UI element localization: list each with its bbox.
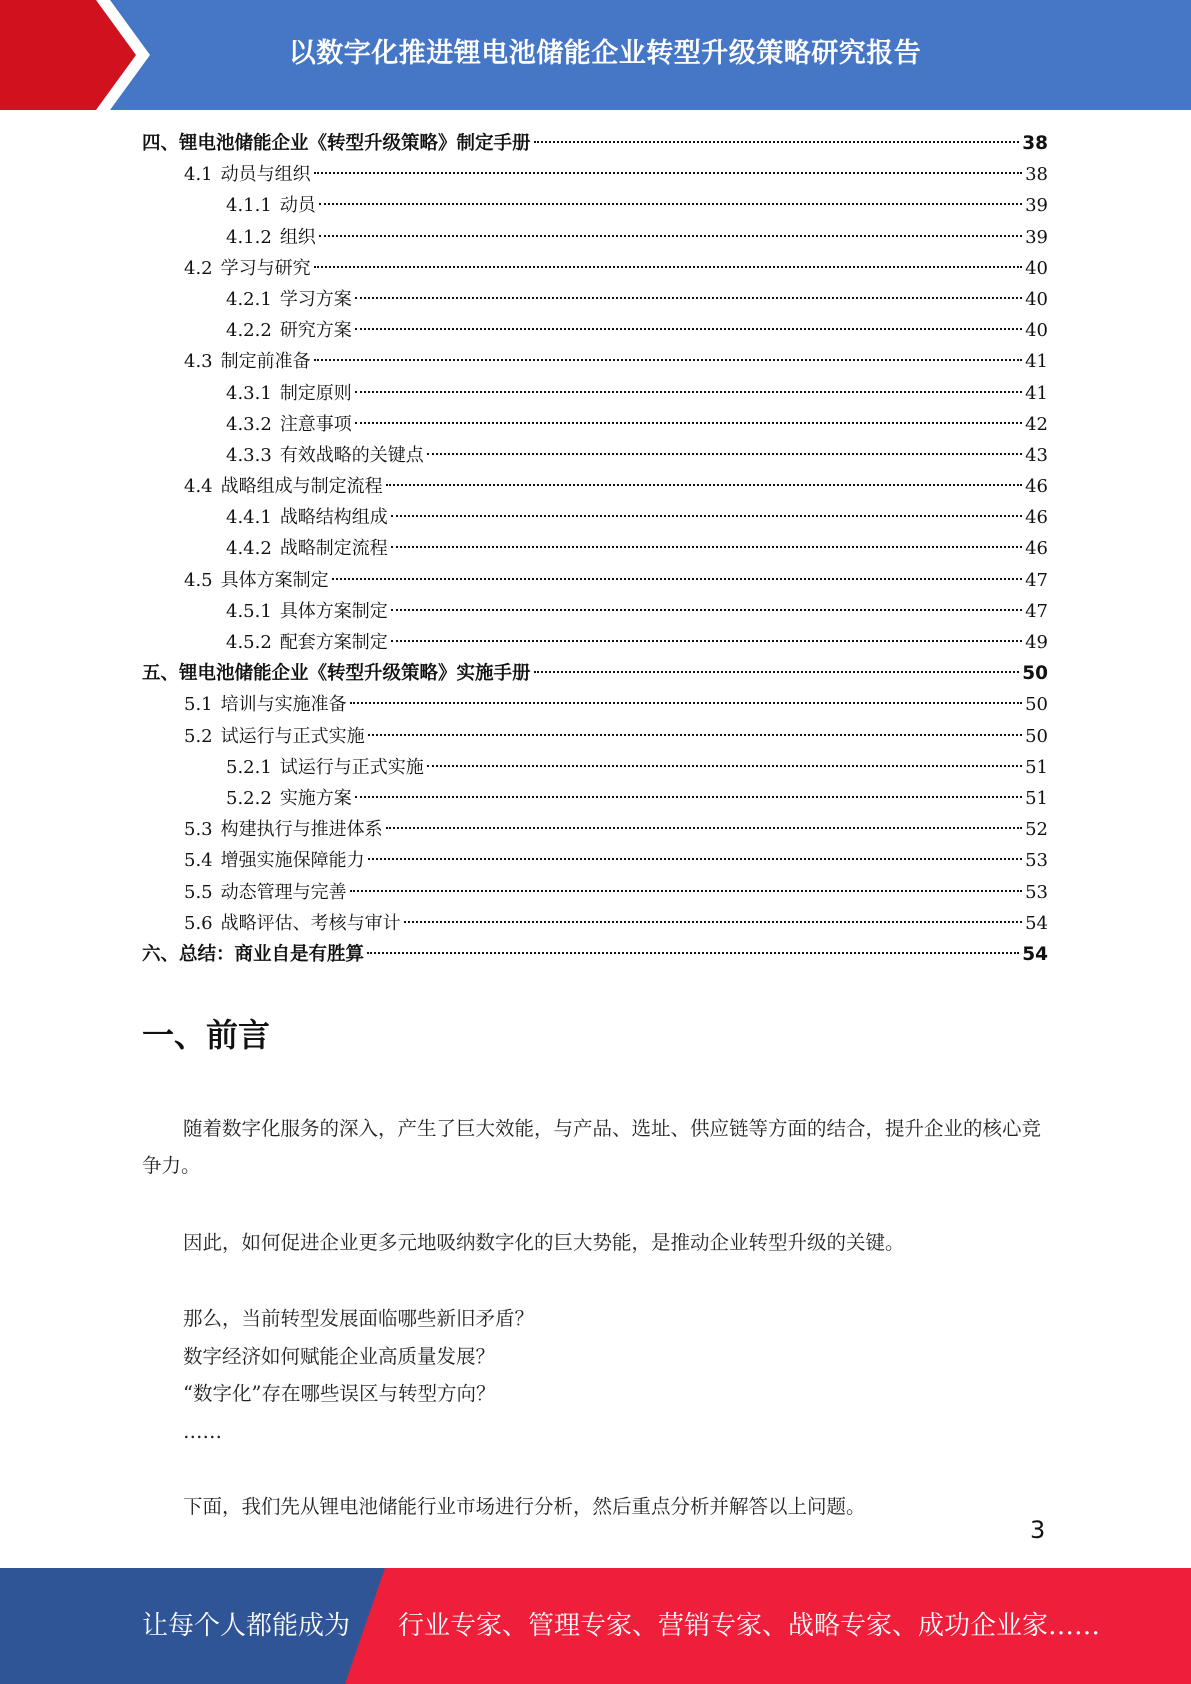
toc-dot-leader: [391, 515, 1022, 517]
paragraph-intro: 随着数字化服务的深入，产生了巨大效能，与产品、选址、供应链等方面的结合，提升企业的核心竞争力。: [142, 1117, 1042, 1177]
toc-entry-page: 54: [1025, 912, 1048, 934]
toc-entry-page: 53: [1025, 881, 1048, 903]
toc-dot-leader: [314, 359, 1022, 361]
toc-entry-label: 制定原则: [279, 382, 352, 404]
toc-entry-page: 40: [1025, 288, 1048, 310]
toc-dot-leader: [386, 827, 1022, 829]
question-ellipsis: ……: [183, 1419, 222, 1443]
toc-dot-leader: [355, 796, 1022, 798]
toc-entry-page: 40: [1025, 257, 1048, 279]
toc-entry-label: 配套方案制定: [279, 632, 388, 653]
toc-entry-label: 战略制定流程: [279, 538, 388, 560]
toc-entry-number: 4.1.2: [226, 226, 272, 248]
toc-dot-leader: [534, 671, 1020, 673]
toc-entry-label: 注意事项: [279, 413, 352, 435]
toc-entry-page: 43: [1025, 444, 1048, 466]
toc-entry-number: 4.3.1: [226, 382, 272, 404]
toc-dot-leader: [319, 203, 1022, 205]
toc-entry-label: 制定前准备: [220, 351, 311, 373]
footer-slogan-right: 行业专家、管理专家、营销专家、战略专家、成功企业家……: [398, 1611, 1101, 1641]
toc-entry[interactable]: [142, 346, 1048, 377]
question-item: “数字化”存在哪些误区与转型方向？: [183, 1382, 496, 1405]
question-item: 那么，当前转型发展面临哪些新旧矛盾？: [183, 1307, 535, 1330]
toc-entry-label: 动态管理与完善: [220, 881, 347, 903]
toc-dot-leader: [534, 141, 1020, 143]
toc-dot-leader: [350, 702, 1022, 704]
toc-entry-number: 4.4.2: [226, 538, 272, 560]
toc-entry-number: 4.2.2: [226, 320, 272, 342]
toc-entry-number: 4.3.2: [226, 413, 272, 435]
toc-entry-page: 49: [1025, 632, 1048, 653]
toc-entry-number: 5.2: [184, 725, 213, 747]
toc-entry-number: 5.2.1: [226, 756, 272, 778]
toc-entry[interactable]: [142, 284, 1048, 315]
toc-entry-label: 动员与组织: [220, 164, 311, 186]
toc-entry-page: 50: [1022, 663, 1048, 685]
toc-entry-label: 学习与研究: [220, 257, 311, 279]
toc-entry[interactable]: [142, 159, 1048, 190]
paragraph-transition: 下面，我们先从锂电池储能行业市场进行分析，然后重点分析并解答以上问题。: [183, 1495, 866, 1518]
toc-entry[interactable]: [142, 440, 1048, 471]
toc-entry-page: 52: [1025, 819, 1048, 841]
footer-banner: [0, 1568, 1191, 1684]
toc-entry-label: 四、锂电池储能企业《转型升级策略》制定手册: [142, 133, 531, 154]
toc-dot-leader: [314, 172, 1022, 174]
toc-entry[interactable]: [142, 409, 1048, 440]
toc-entry-label: 构建执行与推进体系: [220, 819, 383, 841]
toc-entry-page: 46: [1025, 507, 1048, 529]
toc-entry-number: 4.5: [184, 569, 213, 591]
toc-dot-leader: [427, 453, 1022, 455]
toc-entry-number: 4.4: [184, 476, 213, 498]
toc-entry-label: 增强实施保障能力: [220, 850, 365, 872]
toc-entry-page: 54: [1022, 943, 1048, 965]
toc-entry-label: 战略组成与制定流程: [220, 476, 383, 498]
toc-entry-number: 4.1.1: [226, 195, 272, 217]
toc-entry[interactable]: [142, 222, 1048, 253]
table-of-contents: [142, 128, 1048, 970]
toc-entry-page: 39: [1025, 226, 1048, 248]
toc-entry-label: 战略评估、考核与审计: [220, 912, 401, 934]
toc-entry-number: 4.2.1: [226, 288, 272, 310]
toc-dot-leader: [391, 546, 1022, 548]
toc-entry-label: 五、锂电池储能企业《转型升级策略》实施手册: [142, 663, 531, 685]
toc-entry-number: 5.3: [184, 819, 213, 841]
toc-entry-label: 实施方案: [279, 787, 352, 809]
toc-entry-label: 战略结构组成: [279, 507, 388, 529]
toc-entry-number: 5.5: [184, 881, 213, 903]
toc-entry[interactable]: [142, 190, 1048, 221]
toc-dot-leader: [355, 328, 1022, 330]
toc-entry-label: 试运行与正式实施: [220, 725, 365, 747]
toc-entry-number: 4.3: [184, 351, 213, 373]
toc-entry[interactable]: [142, 596, 1048, 627]
toc-entry-number: 4.3.3: [226, 444, 272, 466]
toc-dot-leader: [355, 422, 1022, 424]
toc-entry-page: 47: [1025, 600, 1048, 622]
toc-entry-page: 50: [1025, 694, 1048, 716]
toc-entry-page: 41: [1025, 351, 1048, 373]
toc-dot-leader: [319, 235, 1022, 237]
toc-entry[interactable]: [142, 502, 1048, 533]
toc-entry[interactable]: [142, 814, 1048, 845]
toc-dot-leader: [404, 921, 1022, 923]
paragraph-key-point: 因此，如何促进企业更多元地吸纳数字化的巨大势能，是推动企业转型升级的关键。: [183, 1231, 905, 1254]
toc-entry-page: 46: [1025, 476, 1048, 498]
toc-dot-leader: [367, 952, 1019, 954]
toc-entry[interactable]: [142, 845, 1048, 876]
toc-entry[interactable]: [142, 128, 1048, 159]
toc-entry-page: 51: [1025, 787, 1048, 809]
toc-entry-number: 4.4.1: [226, 507, 272, 529]
header-banner: [0, 0, 1191, 110]
toc-entry[interactable]: [142, 533, 1048, 564]
toc-dot-leader: [355, 297, 1022, 299]
toc-entry-page: 42: [1025, 413, 1048, 435]
toc-dot-leader: [355, 391, 1022, 393]
toc-dot-leader: [391, 609, 1022, 611]
toc-entry[interactable]: [142, 658, 1048, 689]
toc-entry-label: 研究方案: [279, 320, 352, 342]
toc-dot-leader: [332, 578, 1022, 580]
toc-entry-number: 5.1: [184, 694, 213, 716]
toc-entry[interactable]: [142, 877, 1048, 908]
toc-entry-label: 六、总结：商业自是有胜算: [142, 943, 365, 965]
toc-entry[interactable]: [142, 783, 1048, 814]
toc-entry[interactable]: [142, 253, 1048, 284]
toc-dot-leader: [350, 890, 1022, 892]
toc-entry[interactable]: [142, 471, 1048, 502]
toc-entry-page: 46: [1025, 538, 1048, 560]
toc-entry-page: 50: [1025, 725, 1048, 747]
toc-entry[interactable]: [142, 315, 1048, 346]
section-title: 一、前言: [142, 1016, 271, 1054]
toc-entry[interactable]: [142, 721, 1048, 752]
question-item: 数字经济如何赋能企业高质量发展？: [183, 1344, 496, 1368]
toc-entry-label: 培训与实施准备: [220, 694, 347, 716]
toc-entry-page: 41: [1025, 382, 1048, 404]
toc-entry[interactable]: [142, 908, 1048, 939]
toc-entry-label: 动员: [279, 195, 316, 217]
toc-dot-leader: [386, 484, 1022, 486]
toc-dot-leader: [368, 734, 1022, 736]
toc-entry[interactable]: [142, 627, 1048, 658]
toc-entry-number: 4.2: [184, 257, 213, 279]
toc-entry-page: 38: [1025, 164, 1048, 186]
toc-entry-number: 5.6: [184, 912, 213, 934]
toc-entry-page: 51: [1025, 756, 1048, 778]
toc-entry[interactable]: [142, 689, 1048, 720]
toc-dot-leader: [368, 858, 1022, 860]
toc-entry[interactable]: [142, 565, 1048, 596]
toc-dot-leader: [314, 266, 1022, 268]
toc-entry-label: 具体方案制定: [220, 569, 329, 591]
toc-entry-page: 39: [1025, 195, 1048, 217]
report-title: 以数字化推进锂电池储能企业转型升级策略研究报告: [288, 37, 922, 69]
toc-entry-page: 53: [1025, 850, 1048, 872]
toc-entry-page: 40: [1025, 320, 1048, 342]
page-number: 3: [1030, 1516, 1046, 1544]
toc-entry-number: 4.5.2: [226, 632, 272, 653]
toc-entry-label: 有效战略的关键点: [279, 444, 424, 466]
toc-entry-label: 组织: [279, 226, 316, 248]
toc-entry[interactable]: [142, 752, 1048, 783]
footer-slogan-left: 让每个人都能成为: [142, 1611, 351, 1641]
toc-entry-page: 38: [1022, 133, 1048, 154]
toc-entry-label: 具体方案制定: [279, 600, 388, 622]
toc-entry-page: 47: [1025, 569, 1048, 591]
toc-entry-number: 4.1: [184, 164, 213, 186]
question-list: [142, 1300, 1048, 1450]
toc-dot-leader: [391, 640, 1022, 642]
toc-dot-leader: [427, 765, 1022, 767]
toc-entry-number: 5.2.2: [226, 787, 272, 809]
toc-entry-number: 5.4: [184, 850, 213, 872]
toc-entry[interactable]: [142, 378, 1048, 409]
toc-entry[interactable]: [142, 939, 1048, 970]
toc-entry-label: 学习方案: [279, 288, 352, 310]
toc-entry-number: 4.5.1: [226, 600, 272, 622]
toc-entry-label: 试运行与正式实施: [279, 756, 424, 778]
